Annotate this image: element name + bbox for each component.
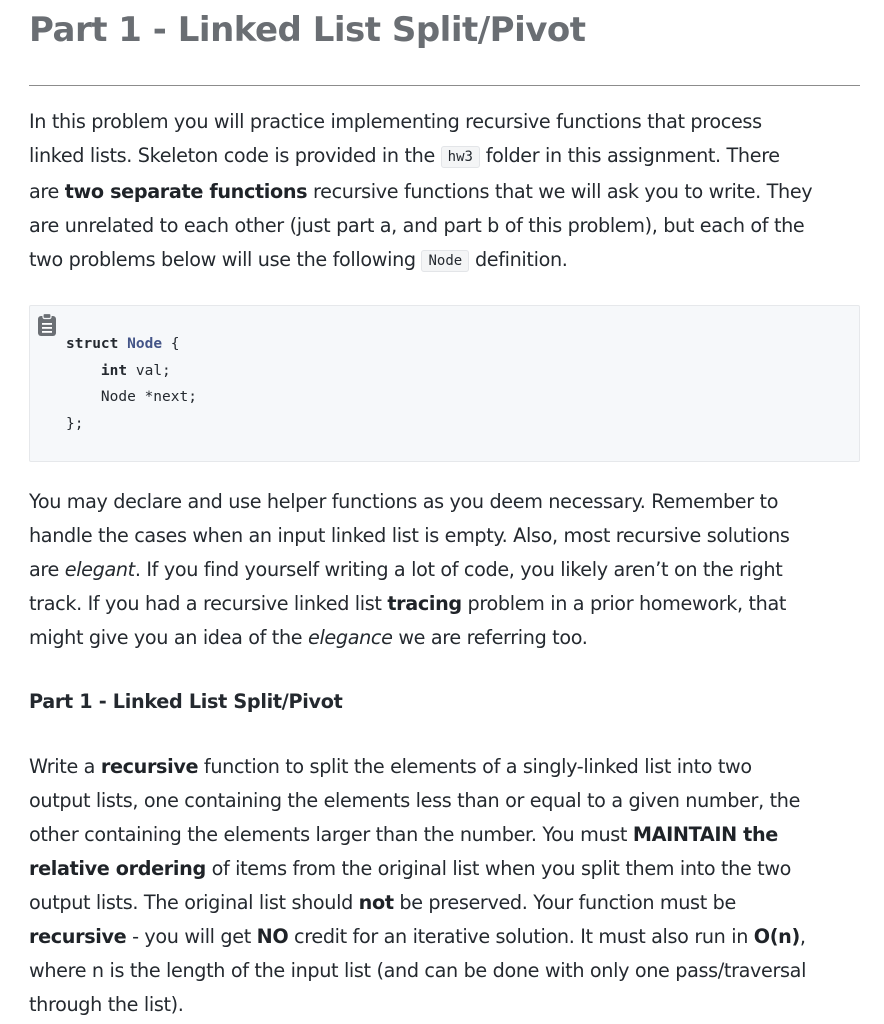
bold-text: relative ordering — [29, 857, 206, 880]
helper-line-5 — [29, 621, 860, 655]
helper-paragraph — [29, 485, 860, 655]
text-span: be preserved. Your function must be — [393, 891, 736, 914]
bold-text: MAINTAIN the — [632, 823, 778, 846]
bold-text: recursive — [29, 925, 127, 948]
inline-code-hw3: hw3 — [441, 146, 480, 168]
keyword-struct: struct — [66, 336, 119, 352]
text-span: - you will get — [126, 925, 257, 948]
text-span: function to split the elements of a singly-linked list into two — [198, 755, 752, 778]
text-span: we are referring too. — [392, 626, 588, 649]
text-span: recursive functions that we will ask you to write. They — [307, 180, 813, 203]
text-span: are — [29, 180, 65, 203]
bold-text: recursive — [100, 755, 199, 778]
helper-line-1: You may declare and use helper functions as you deem necessary. Remember to — [29, 490, 779, 513]
text-span: might give you an idea of the — [29, 626, 308, 649]
clipboard-icon[interactable] — [36, 313, 58, 337]
text-span: folder in this assignment. There — [479, 144, 780, 167]
bold-text: O(n) — [753, 925, 800, 948]
helper-line-4 — [29, 587, 860, 621]
bold-text: two separate functions — [64, 180, 308, 203]
task-line-3 — [29, 818, 860, 852]
text-span: problem in a prior homework, that — [461, 592, 787, 615]
text-span: two problems below will use the following — [29, 248, 422, 271]
code-block — [29, 305, 860, 462]
text-span: other containing the elements larger than the number. You must — [29, 823, 633, 846]
code-token: Node *next; — [100, 389, 197, 405]
text-span: Write a — [29, 755, 101, 778]
text-span: . If you find yourself writing a lot of code, you likely aren’t on the right — [134, 558, 783, 581]
intro-line-3 — [29, 175, 860, 209]
task-paragraph — [29, 750, 860, 1022]
intro-line-5 — [29, 243, 860, 279]
inline-code-node: Node — [421, 250, 469, 272]
intro-line-2 — [29, 139, 860, 175]
horizontal-rule — [29, 85, 860, 86]
code-token: val; — [127, 362, 171, 379]
keyword-int: int — [100, 362, 128, 379]
task-line-4 — [29, 852, 860, 886]
type-node: Node — [127, 336, 163, 352]
task-line-8: through the list). — [29, 993, 184, 1016]
text-span: linked lists. Skeleton code is provided in the — [29, 144, 441, 167]
text-span: are — [29, 558, 65, 581]
bold-text: NO — [256, 925, 289, 948]
text-span: credit for an iterative solution. It must also run in — [288, 925, 754, 948]
task-line-1 — [29, 750, 860, 784]
text-span: definition. — [469, 248, 568, 271]
helper-line-3 — [29, 553, 860, 587]
task-line-5 — [29, 886, 860, 920]
text-span: of items from the original list when you split them into the two — [205, 857, 792, 880]
task-line-2: output lists, one containing the elements less than or equal to a given number, the — [29, 789, 801, 812]
code-content — [66, 331, 197, 437]
text-span: track. If you had a recursive linked list — [29, 592, 388, 615]
section-heading: Part 1 - Linked List Split/Pivot — [29, 690, 343, 713]
intro-line-1: In this problem you will practice implementing recursive functions that process — [29, 110, 762, 133]
task-line-6 — [29, 920, 860, 954]
code-token: }; — [66, 415, 84, 432]
intro-paragraph — [29, 105, 860, 279]
bold-text: not — [358, 891, 394, 914]
task-line-7: where n is the length of the input list (and can be done with only one pass/traversal — [29, 959, 807, 982]
code-token: { — [162, 336, 180, 352]
text-span: , — [799, 925, 806, 948]
italic-text: elegant — [64, 558, 135, 581]
intro-line-4: are unrelated to each other (just part a, and part b of this problem), but each of the — [29, 214, 805, 237]
helper-line-2: handle the cases when an input linked list is empty. Also, most recursive solutions — [29, 524, 790, 547]
italic-text: elegance — [307, 626, 393, 649]
page-title: Part 1 - Linked List Split/Pivot — [29, 10, 586, 50]
text-span: output lists. The original list should — [29, 891, 359, 914]
bold-text: tracing — [387, 592, 462, 615]
